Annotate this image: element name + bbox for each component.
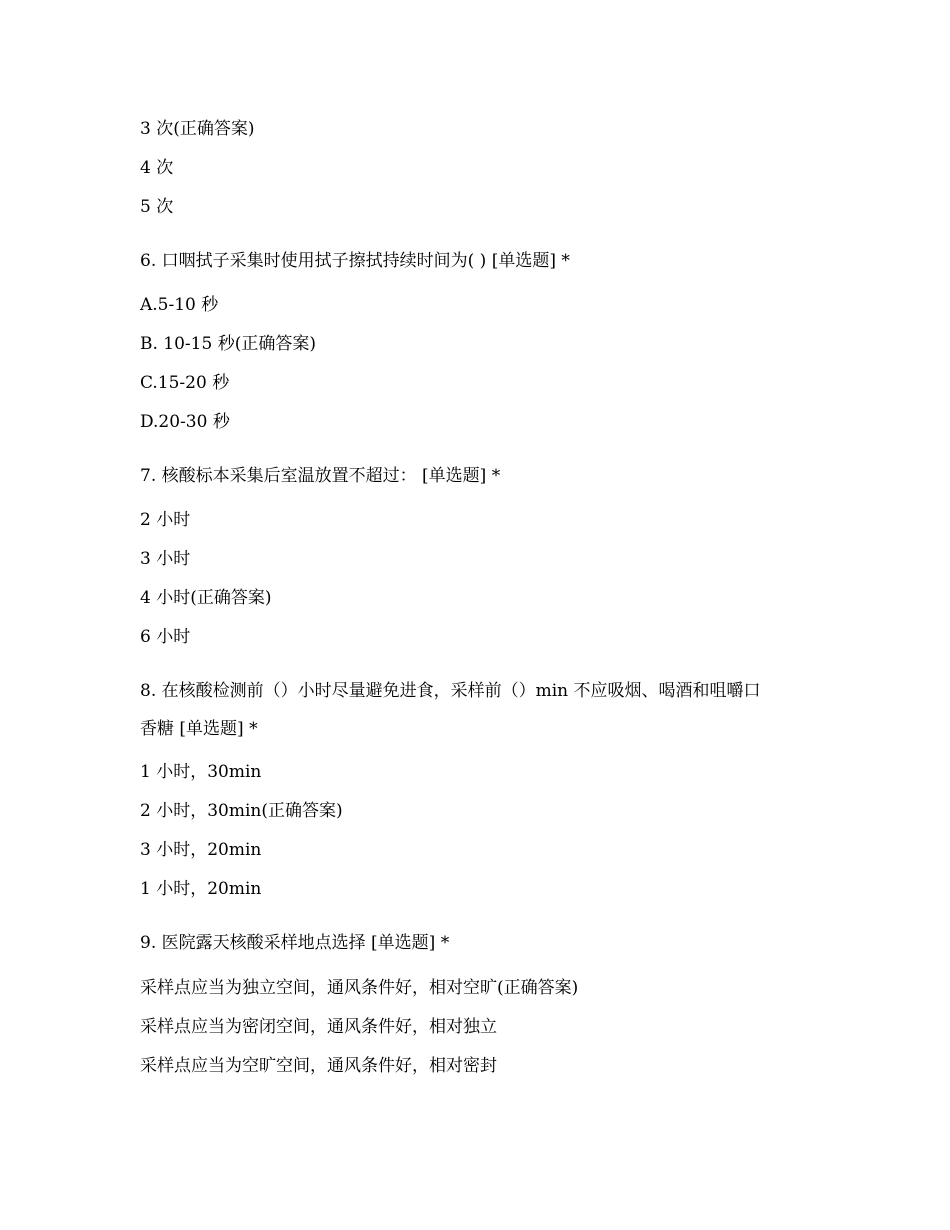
option-text: 2 小时	[140, 510, 191, 530]
question-title: 9. 医院露天核酸采样地点选择 [单选题] *	[140, 933, 450, 953]
option-text: D.20-30 秒	[140, 412, 230, 432]
option-text: C.15-20 秒	[140, 373, 230, 393]
question-title: 6. 口咽拭子采集时使用拭子擦拭持续时间为( ) [单选题] *	[140, 251, 570, 271]
option-text: B. 10-15 秒(正确答案)	[140, 334, 316, 354]
question-title: 8. 在核酸检测前（）小时尽量避免进食，采样前（）min 不应吸烟、喝酒和咀嚼口	[140, 681, 761, 701]
option-text: 采样点应当为密闭空间，通风条件好，相对独立	[140, 1017, 497, 1037]
option-text: 1 小时，30min	[140, 762, 262, 782]
option-text: 1 小时，20min	[140, 879, 262, 899]
option-text: 4 小时(正确答案)	[140, 588, 272, 608]
option-text: 3 小时	[140, 549, 191, 569]
option-text: A.5-10 秒	[140, 295, 219, 315]
option-text: 采样点应当为独立空间，通风条件好，相对空旷(正确答案)	[140, 978, 579, 998]
question-title: 香糖 [单选题] *	[140, 719, 258, 739]
question-title: 7. 核酸标本采集后室温放置不超过： [单选题] *	[140, 466, 501, 486]
option-text: 4 次	[140, 158, 174, 178]
option-text: 3 小时，20min	[140, 840, 262, 860]
option-text: 6 小时	[140, 627, 191, 647]
option-text: 采样点应当为空旷空间，通风条件好，相对密封	[140, 1056, 497, 1076]
option-text: 3 次(正确答案)	[140, 119, 255, 139]
option-text: 5 次	[140, 197, 174, 217]
option-text: 2 小时，30min(正确答案)	[140, 801, 343, 821]
